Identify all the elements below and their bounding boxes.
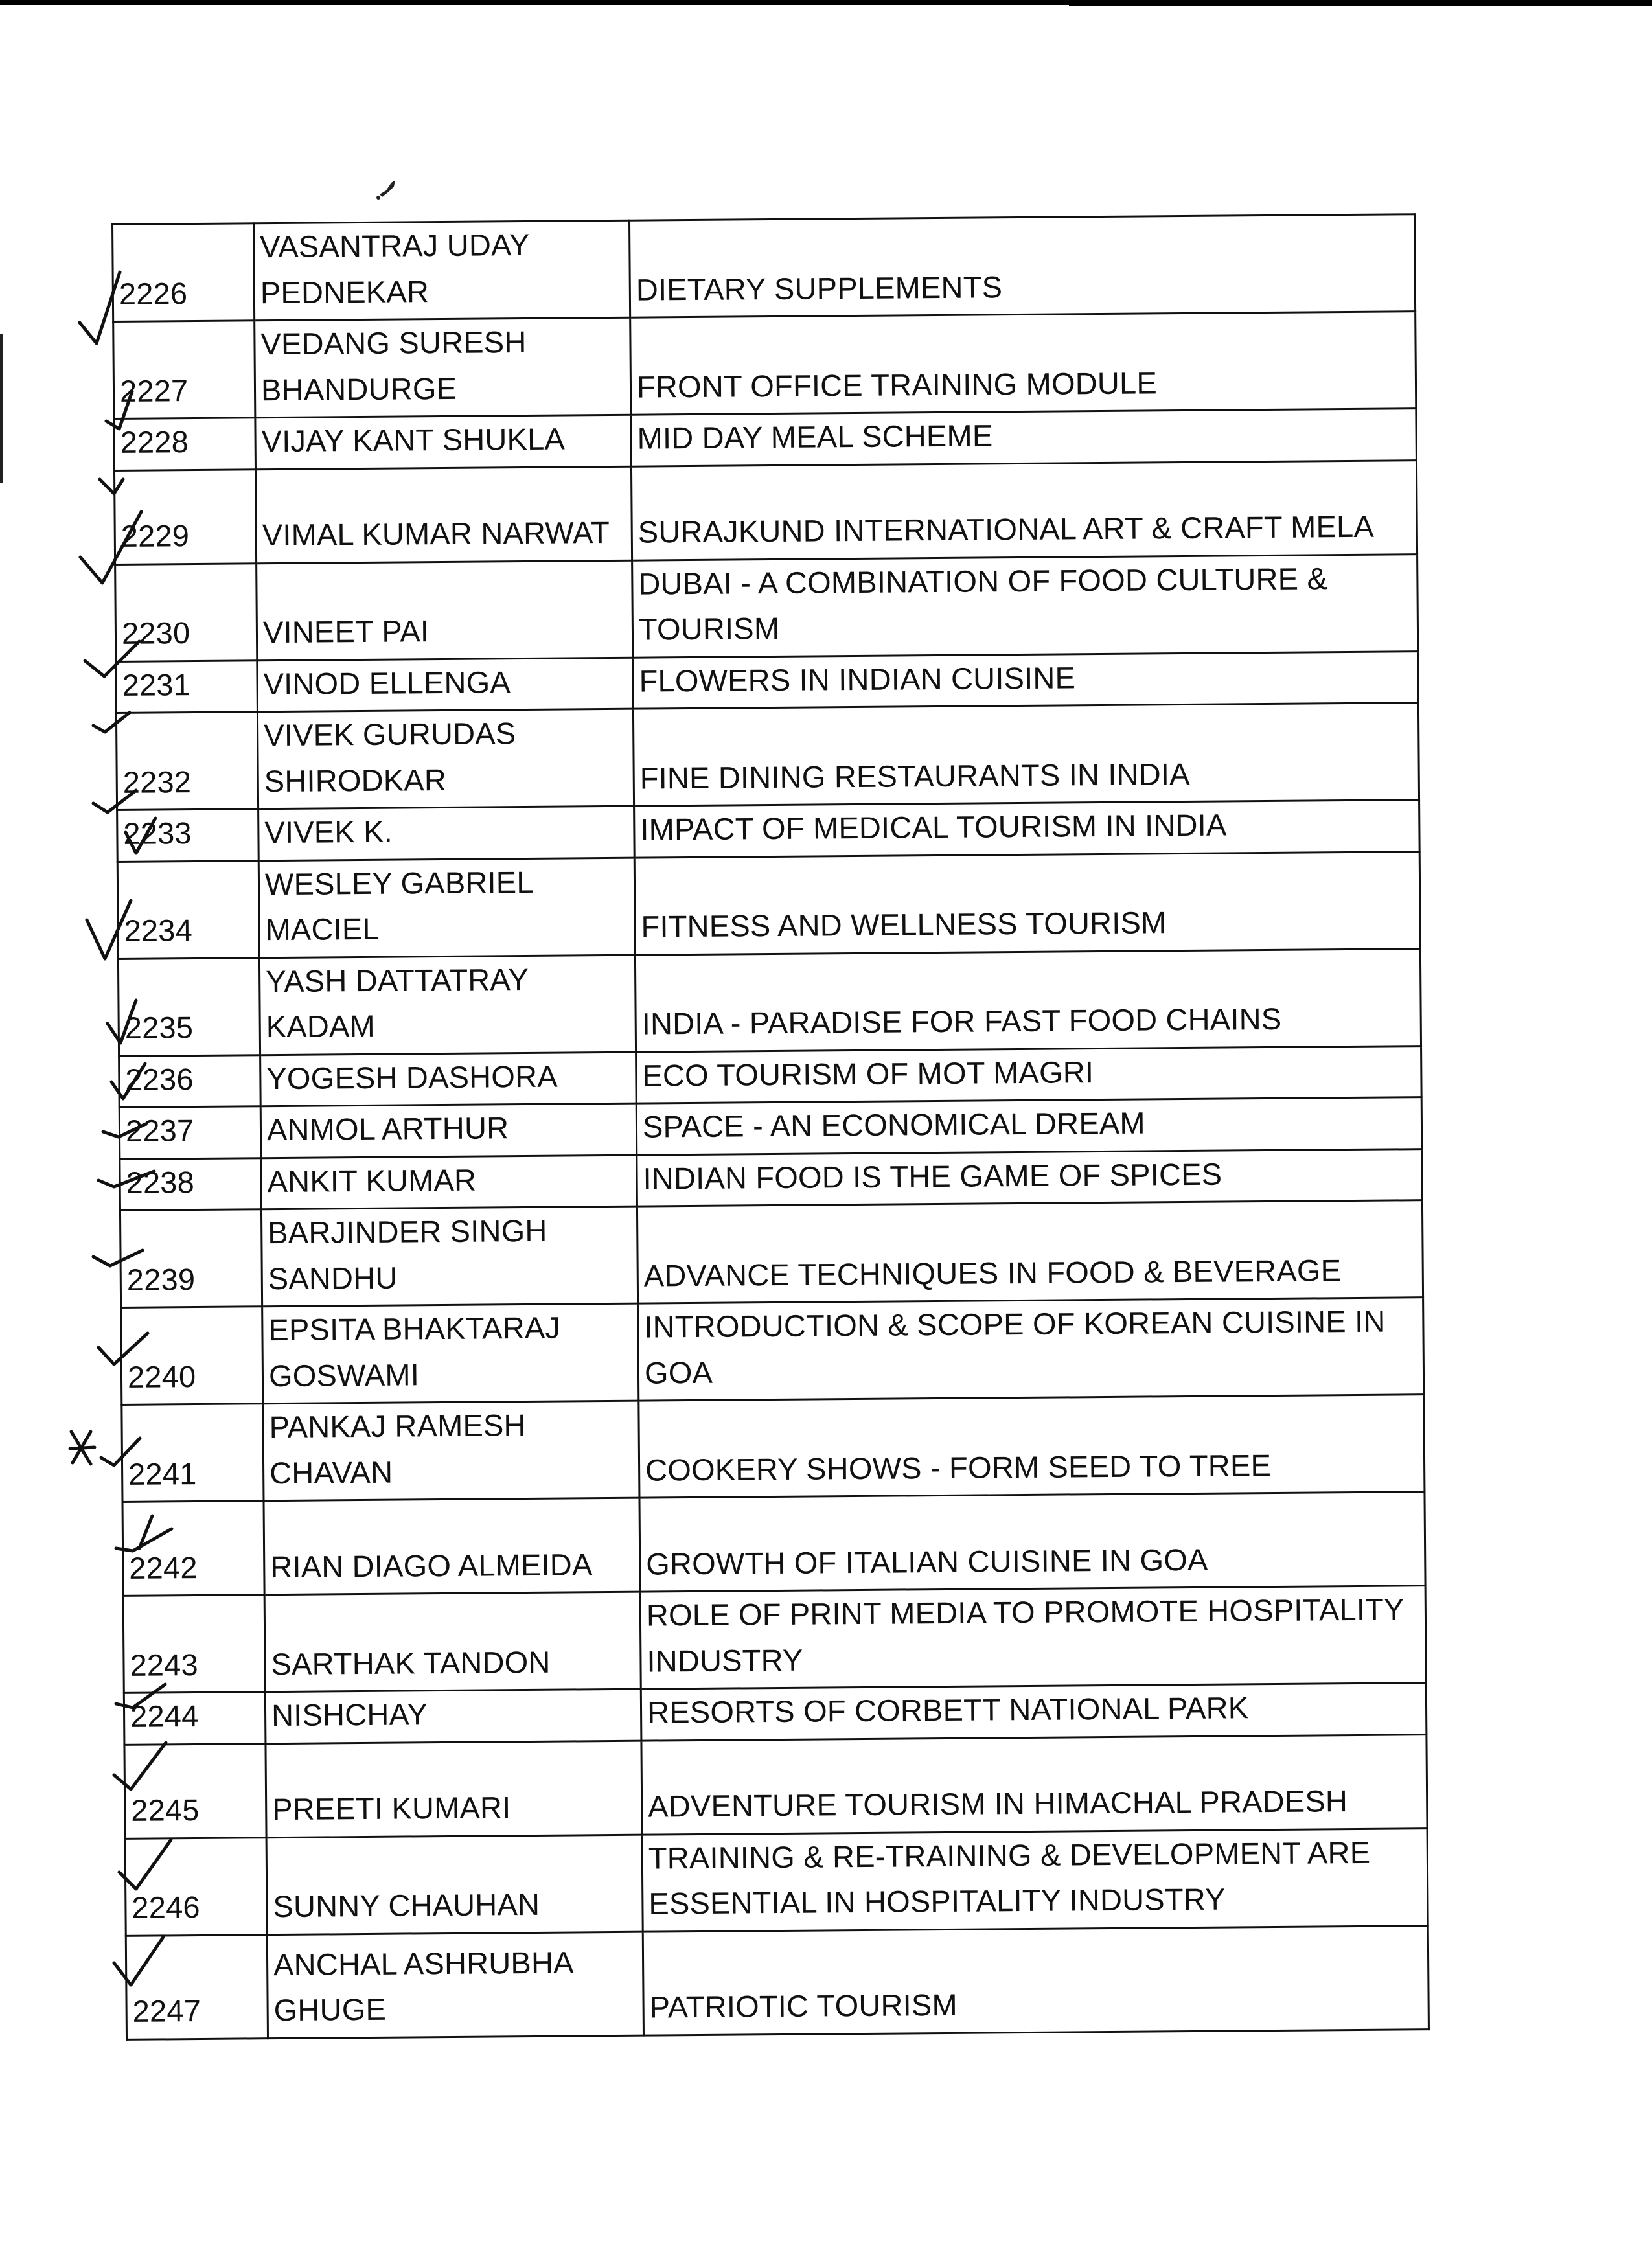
student-name: ANKIT KUMAR xyxy=(261,1155,637,1209)
table-row xyxy=(117,851,1420,959)
roll-number: 2226 xyxy=(113,223,255,322)
table-row xyxy=(113,312,1416,419)
table-row xyxy=(124,1734,1427,1838)
tick-mark xyxy=(76,518,141,570)
roll-number: 2237 xyxy=(119,1106,261,1159)
table-row xyxy=(113,214,1416,322)
project-title: ADVANCE TECHNIQUES IN FOOD & BEVERAGE xyxy=(637,1200,1423,1304)
roll-number: 2245 xyxy=(124,1743,266,1838)
project-title: RESORTS OF CORBETT NATIONAL PARK xyxy=(641,1683,1427,1741)
student-name: SARTHAK TANDON xyxy=(264,1592,641,1692)
roll-number: 2228 xyxy=(114,418,256,470)
project-title: IMPACT OF MEDICAL TOURISM IN INDIA xyxy=(634,800,1420,858)
student-name: VIJAY KANT SHUKLA xyxy=(255,415,632,469)
project-title: TRAINING & RE-TRAINING & DEVELOPMENT ARE ESSENTIAL IN HOSPITALITY INDUSTRY xyxy=(642,1828,1428,1932)
student-name: ANCHAL ASHRUBHA GHUGE xyxy=(267,1932,643,2039)
project-title: INTRODUCTION & SCOPE OF KOREAN CUISINE IN GOA xyxy=(638,1298,1424,1401)
student-name: SUNNY CHAUHAN xyxy=(266,1835,643,1935)
tick-mark xyxy=(104,998,168,1049)
tick-mark xyxy=(123,813,188,865)
project-title: SPACE - AN ECONOMICAL DREAM xyxy=(636,1097,1422,1155)
tick-mark xyxy=(98,1425,163,1477)
roll-number: 2235 xyxy=(118,957,260,1056)
roll-number: 2241 xyxy=(122,1404,264,1502)
table-row xyxy=(121,1298,1424,1405)
tick-mark xyxy=(113,1671,178,1723)
table-row xyxy=(125,1828,1428,1936)
scan-top-edge-thick xyxy=(1069,0,1652,6)
student-name: VASANTRAJ UDAY PEDNEKAR xyxy=(254,220,630,321)
student-name: BARJINDER SINGH SANDHU xyxy=(261,1206,637,1307)
student-name: EPSITA BHAKTARAJ GOSWAMI xyxy=(262,1303,639,1404)
tick-mark xyxy=(111,1930,176,1982)
table-row xyxy=(116,703,1419,810)
table-row xyxy=(126,1925,1428,2039)
roll-number: 2233 xyxy=(117,809,259,862)
tick-mark xyxy=(75,285,139,337)
tick-mark xyxy=(100,1105,165,1156)
project-title: FITNESS AND WELLNESS TOURISM xyxy=(634,851,1420,955)
table-row xyxy=(118,948,1421,1056)
table-row xyxy=(122,1492,1425,1596)
table-row xyxy=(115,554,1418,661)
tick-mark xyxy=(109,1056,174,1108)
roll-number: 2243 xyxy=(123,1595,265,1693)
student-name: VIMAL KUMAR NARWAT xyxy=(255,466,632,564)
roll-number: 2242 xyxy=(122,1501,264,1596)
table-row xyxy=(122,1395,1425,1502)
tick-mark xyxy=(113,1516,178,1568)
project-title: ECO TOURISM OF MOT MAGRI xyxy=(636,1046,1422,1103)
project-title: MID DAY MEAL SCHEME xyxy=(631,409,1417,466)
student-name: VINOD ELLENGA xyxy=(257,658,634,712)
student-name: VINEET PAI xyxy=(257,560,633,661)
project-title: SURAJKUND INTERNATIONAL ART & CRAFT MELA xyxy=(631,460,1417,560)
roll-number: 2239 xyxy=(120,1209,262,1308)
project-title: INDIAN FOOD IS THE GAME OF SPICES xyxy=(637,1149,1423,1206)
tick-mark xyxy=(104,382,168,434)
tick-mark xyxy=(91,700,155,751)
roll-number: 2247 xyxy=(126,1934,268,2039)
project-title: DUBAI - A COMBINATION OF FOOD CULTURE & TOURISM xyxy=(632,554,1418,658)
tick-mark xyxy=(96,1153,161,1205)
tick-mark xyxy=(81,622,146,674)
project-title: DIETARY SUPPLEMENTS xyxy=(629,214,1415,318)
student-name: PREETI KUMARI xyxy=(266,1741,642,1838)
student-name: YOGESH DASHORA xyxy=(260,1052,637,1106)
roll-number: 2231 xyxy=(116,660,258,713)
ink-speck-mark xyxy=(374,176,400,201)
project-title: ROLE OF PRINT MEDIA TO PROMOTE HOSPITALITY INDUSTRY xyxy=(640,1586,1426,1690)
roll-number: 2238 xyxy=(120,1158,262,1210)
student-name: RIAN DIAGO ALMEIDA xyxy=(264,1498,640,1595)
tick-mark xyxy=(117,1833,181,1885)
student-name: VEDANG SURESH BHANDURGE xyxy=(255,317,631,418)
roll-number: 2232 xyxy=(116,712,258,810)
tick-mark xyxy=(96,1328,161,1380)
table-row xyxy=(123,1586,1426,1693)
project-title: GROWTH OF ITALIAN CUISINE IN GOA xyxy=(639,1492,1425,1592)
tick-mark xyxy=(91,1231,155,1283)
tick-mark xyxy=(97,453,162,505)
student-name: YASH DATTATRAY KADAM xyxy=(259,955,636,1055)
roll-number: 2227 xyxy=(113,321,255,419)
roll-number: 2240 xyxy=(121,1307,263,1405)
scan-left-edge xyxy=(0,334,3,483)
student-name: PANKAJ RAMESH CHAVAN xyxy=(263,1401,639,1501)
roll-number: 2229 xyxy=(114,469,256,564)
tick-mark xyxy=(83,894,148,946)
project-title: COOKERY SHOWS - FORM SEED TO TREE xyxy=(639,1395,1425,1498)
project-title: FINE DINING RESTAURANTS IN INDIA xyxy=(633,703,1419,807)
student-name: VIVEK GURUDAS SHIRODKAR xyxy=(257,709,634,809)
project-title: INDIA - PARADISE FOR FAST FOOD CHAINS xyxy=(635,948,1421,1052)
roll-number: 2234 xyxy=(117,860,259,959)
roll-number: 2246 xyxy=(125,1837,267,1936)
roll-number: 2244 xyxy=(124,1692,266,1745)
roll-number: 2230 xyxy=(115,563,257,661)
student-name: ANMOL ARTHUR xyxy=(260,1103,637,1158)
table-row xyxy=(120,1200,1423,1308)
project-title: FLOWERS IN INDIAN CUISINE xyxy=(633,651,1419,709)
topics-table xyxy=(111,213,1430,2040)
student-name: NISHCHAY xyxy=(265,1689,641,1743)
student-name: WESLEY GABRIEL MACIEL xyxy=(258,858,635,958)
table-row xyxy=(114,460,1417,564)
project-title: ADVENTURE TOURISM IN HIMACHAL PRADESH xyxy=(641,1734,1427,1835)
tick-mark xyxy=(111,1736,176,1788)
project-title: PATRIOTIC TOURISM xyxy=(643,1925,1428,2035)
roll-number: 2236 xyxy=(119,1055,261,1107)
project-title: FRONT OFFICE TRAINING MODULE xyxy=(630,312,1416,415)
student-name: VIVEK K. xyxy=(258,806,635,860)
